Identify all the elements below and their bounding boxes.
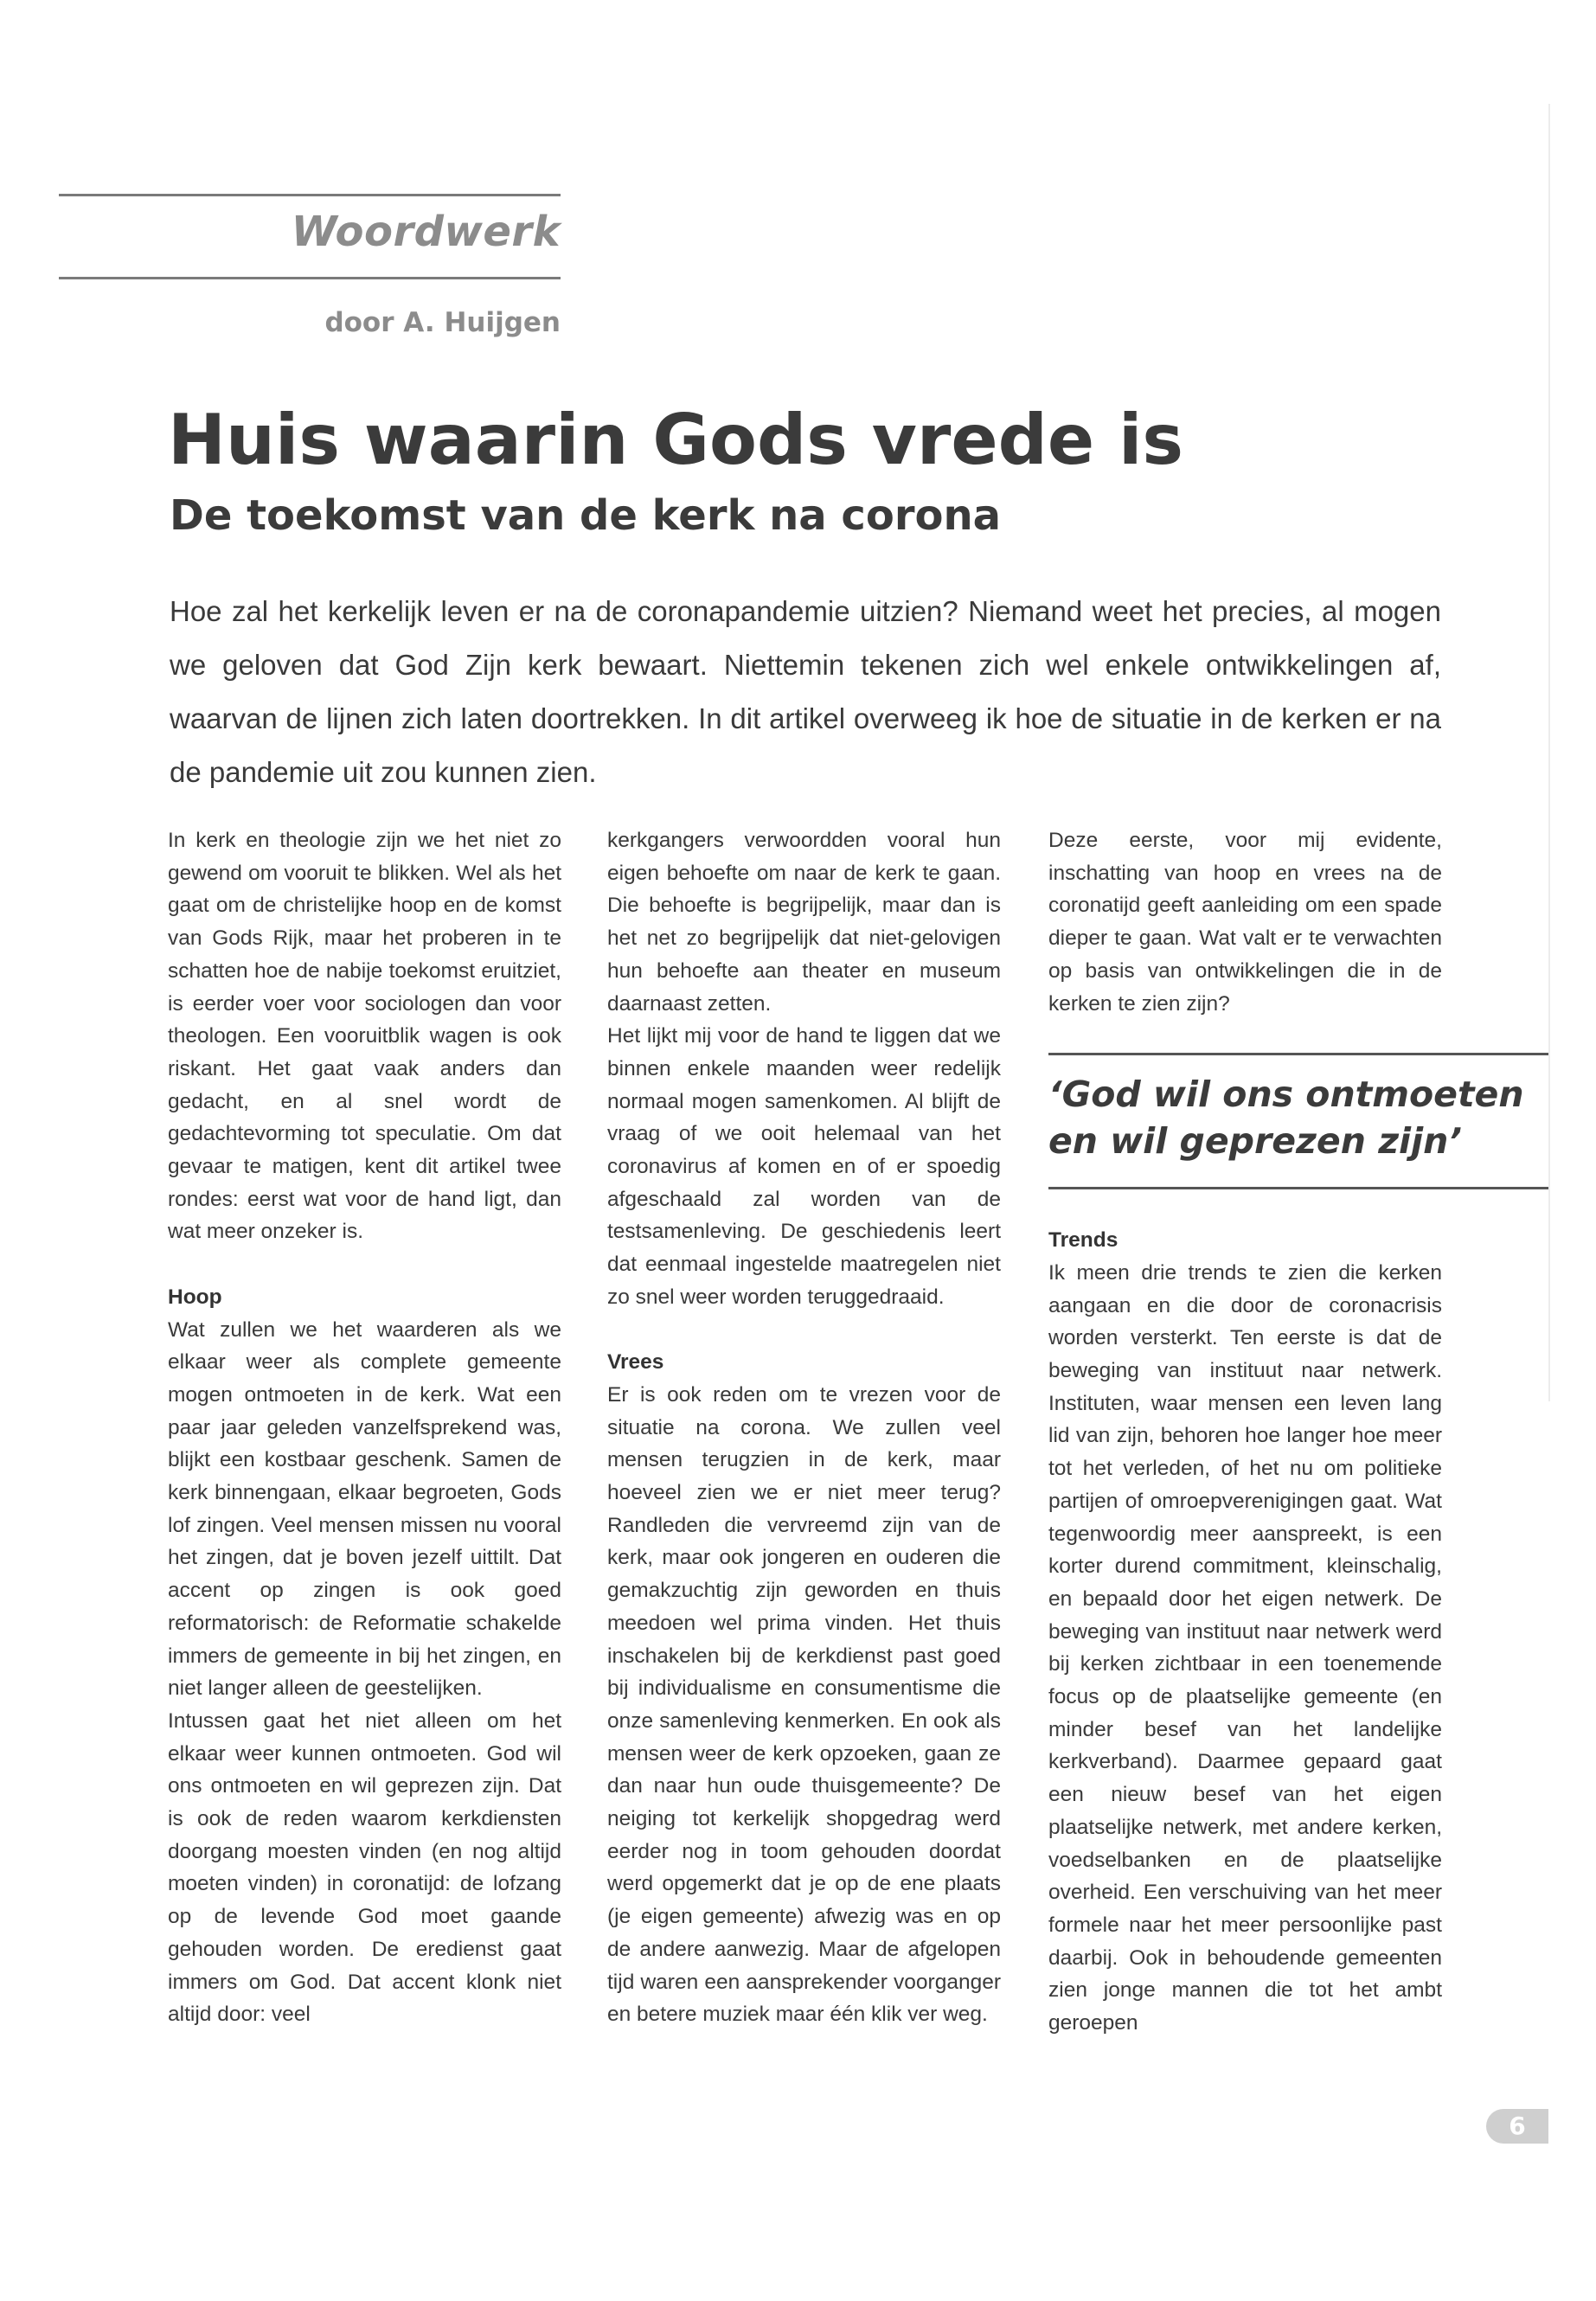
- text-column-3: [1048, 824, 1524, 2040]
- text-column-2: [607, 824, 1001, 2031]
- byline: door A. Huijgen: [324, 307, 561, 338]
- section-title: Woordwerk: [291, 208, 561, 256]
- paragraph: Het lijkt mij voor de hand te liggen dat we binnen enkele maanden weer redelijk normaal mogen samenkomen. Al blijft de vraag of we ooit helemaal van het coronavirus af komen en of er spoedig afgeschaald zal worden van de testsamenleving. De geschiedenis leert dat eenmaal ingestelde maatregelen niet zo snel weer worden teruggedraaid.: [607, 1024, 1001, 1309]
- text-column-1: [168, 824, 561, 2031]
- section-heading-vrees: Vrees: [607, 1350, 664, 1375]
- paragraph: kerkgangers verwoordden vooral hun eigen behoefte om naar de kerk te gaan. Die behoefte is begrijpelijk, maar dan is het net zo begrijpelijk dat niet-gelovigen hun behoefte aan theater en museum daarnaast zetten.: [607, 829, 1001, 1016]
- paragraph: Deze eerste, voor mij evidente, inschatting van hoop en vrees na de coronatijd geeft aanleiding om een spade dieper te gaan. Wat valt er te verwachten op basis van ontwikkelingen die in de kerken te zien zijn?: [1048, 829, 1442, 1016]
- paragraph: Ik meen drie trends te zien die kerken aangaan en die door de coronacrisis worden versterkt. Ten eerste is dat de beweging van instituut naar netwerk. Instituten, waar mensen een leven lang lid van zijn, behoren hoe langer hoe meer tot het verleden, of het nu om politieke partijen of omroepverenigingen gaat. Wat tegenwoordig meer aanspreekt, is een korter durend commitment, kleinschalig, en bepaald door het eigen netwerk. De beweging van instituut naar netwerk werd bij kerken zichtbaar in een toenemende focus op de plaatselijke gemeente (en minder besef van het landelijke kerkverband). Daarmee gepaard gaat een nieuw besef van het eigen plaatselijke netwerk, met andere kerken, voedselbanken en de plaatselijke overheid. Een verschuiving van het meer formele naar het meer persoonlijke past daarbij. Ook in behoudende gemeenten zien jonge mannen die tot het ambt geroepen: [1048, 1260, 1442, 2035]
- pull-quote: ‘God wil ons ontmoeten en wil geprezen zijn’: [1048, 1074, 1524, 1163]
- paragraph: Er is ook reden om te vrezen voor de situatie na corona. We zullen veel mensen terugzien in de kerk, maar hoeveel zien we er niet meer terug? Randleden die vervreemd zijn van de kerk, maar ook jongeren en ouderen die gemakzuchtig zijn geworden en thuis meedoen wel prima vinden. Het thuis inschakelen bij de kerkdienst past goed bij individualisme en consumentisme die onze samenleving kenmerken. En ook als mensen weer de kerk opzoeken, gaan ze dan naar hun oude thuisgemeente? De neiging tot kerkelijk shopgedrag werd eerder nog in toom gehouden doordat werd opgemerkt dat je op de ene plaats (je eigen gemeente) afwezig was en op de andere aanwezig. Maar de afgelopen tijd waren een aansprekender voorganger en betere muziek maar één klik ver weg.: [607, 1382, 1001, 2027]
- section-heading-hoop: Hoop: [168, 1285, 222, 1309]
- article-title: Huis waarin Gods vrede is: [168, 400, 1183, 480]
- page-number-badge: 6: [1486, 2109, 1548, 2144]
- article-subtitle: De toekomst van de kerk na corona: [170, 491, 1002, 540]
- pull-quote-box: [1048, 1053, 1548, 1189]
- article-lead: Hoe zal het kerkelijk leven er na de coronapandemie uitzien? Niemand weet het precies, al mogen we geloven dat God Zijn kerk bewaart. Niettemin tekenen zich wel enkele ontwikkelingen af, waarvan de lijnen zich laten doortrekken. In dit artikel overweeg ik hoe de situatie in de kerken er na de pandemie uit zou kunnen zien.: [170, 595, 1441, 788]
- paragraph: In kerk en theologie zijn we het niet zo gewend om vooruit te blikken. Wel als het gaat om de christelijke hoop en de komst van Gods Rijk, maar het proberen in te schatten hoe de nabije toekomst eruitziet, is eerder voer voor sociologen dan voor theologen. Een vooruitblik wagen is ook riskant. Het gaat vaak anders dan gedacht, en al snel wordt de gedachtevorming tot speculatie. Om dat gevaar te matigen, kent dit artikel twee rondes: eerst wat voor de hand ligt, dan wat meer onzeker is.: [168, 829, 561, 1244]
- header-rule-bottom: [59, 277, 561, 279]
- paragraph: Intussen gaat het niet alleen om het elkaar weer kunnen ontmoeten. God wil ons ontmoeten en wil geprezen zijn. Dat is ook de reden waarom kerkdiensten doorgang moesten vinden (en nog altijd moeten vinden) in coronatijd: de lofzang op de levende God moet gaande gehouden worden. De eredienst gaat immers om God. Dat accent klonk niet altijd door: veel: [168, 1708, 561, 2027]
- page-edge-line: [1548, 104, 1550, 1401]
- header-rule-top: [59, 194, 561, 196]
- paragraph: Wat zullen we het waarderen als we elkaar weer als complete gemeente mogen ontmoeten in de kerk. Wat een paar jaar geleden vanzelfsprekend was, blijkt een kostbaar geschenk. Samen de kerk binnengaan, elkaar begroeten, Gods lof zingen. Veel mensen missen nu vooral het zingen, dat je boven jezelf uittilt. Dat accent op zingen is ook goed reformatorisch: de Reformatie schakelde immers de gemeente in bij het zingen, en niet langer alleen de geestelijken.: [168, 1317, 561, 1701]
- section-heading-trends: Trends: [1048, 1228, 1118, 1253]
